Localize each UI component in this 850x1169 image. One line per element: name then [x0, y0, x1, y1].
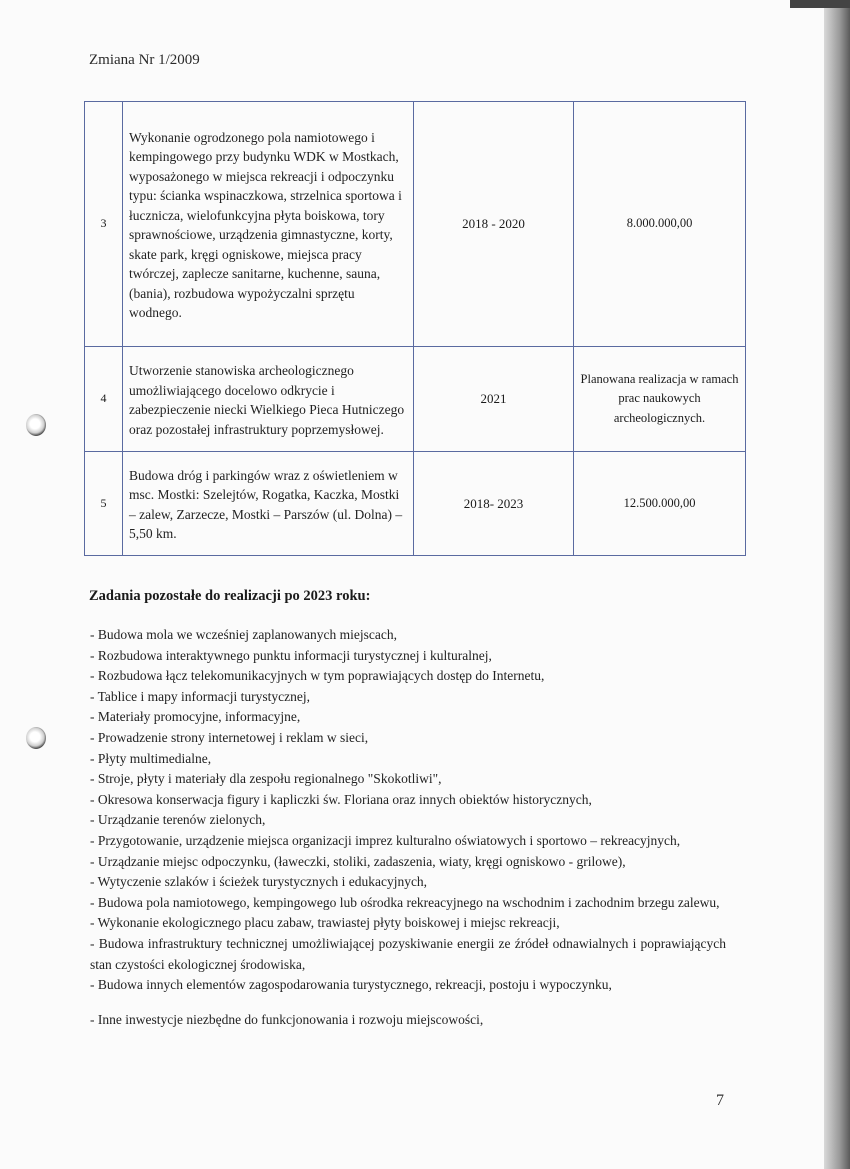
document-header: Zmiana Nr 1/2009: [89, 52, 200, 68]
list-item: - Prowadzenie strony internetowej i reklam w sieci,: [90, 729, 369, 745]
list-item: - Płyty multimedialne,: [90, 750, 212, 766]
list-item: - Budowa infrastruktury technicznej umożliwiającej pozyskiwanie energii ze źródeł odnawialnych i poprawiających stan czystości ekologicznej środowiska,: [90, 935, 726, 972]
row-cost: 12.500.000,00: [574, 452, 746, 556]
row-cost: 8.000.000,00: [574, 102, 746, 347]
list-item: - Materiały promocyjne, informacyjne,: [90, 709, 301, 725]
scan-edge-top: [790, 0, 850, 8]
list-item: - Inne inwestycje niezbędne do funkcjonowania i rozwoju miejscowości,: [90, 1011, 484, 1027]
punch-hole-icon: [26, 727, 46, 749]
list-item: - Stroje, płyty i materiały dla zespołu regionalnego "Skokotliwi",: [90, 771, 442, 787]
row-description: Wykonanie ogrodzonego pola namiotowego i kempingowego przy budynku WDK w Mostkach, wyposażonego w miejsca rekreacji i odpoczynku typu: ścianka wspinaczkowa, strzelnica sportowa i łucznicza, wielofunkcyjna płyta boiskowa, tory sprawnościowe, urządzenia gimnastyczne, korty, skate park, kręgi ogniskowe, miejsca pracy twórczej, zaplecze sanitarne, kuchenne, sauna, (bania), rozbudowa wypożyczalni sprzętu wodnego.: [123, 102, 414, 347]
list-item: - Rozbudowa łącz telekomunikacyjnych w tym poprawiających dostęp do Internetu,: [90, 668, 545, 684]
list-item: - Budowa mola we wcześniej zaplanowanych miejscach,: [90, 627, 398, 642]
list-item: - Rozbudowa interaktywnego punktu informacji turystycznej i kulturalnej,: [90, 647, 492, 663]
list-item: - Wykonanie ekologicznego placu zabaw, trawiastej płyty boiskowej i miejsc rekreacji,: [90, 915, 560, 931]
list-item: - Budowa pola namiotowego, kempingowego lub ośrodka rekreacyjnego na wschodnim i zachodnim brzegu zalewu,: [90, 894, 720, 910]
list-item: - Przygotowanie, urządzenie miejsca organizacji imprez kulturalno oświatowych i sportowo – rekreacyjnych,: [90, 832, 681, 848]
row-description: Utworzenie stanowiska archeologicznego umożliwiającego docelowo odkrycie i zabezpieczenie niecki Wielkiego Pieca Hutniczego oraz pozostałej infrastruktury poprzemysłowej.: [123, 347, 414, 452]
table-row: [85, 452, 746, 556]
list-item: - Wytyczenie szlaków i ścieżek turystycznych i edukacyjnych,: [90, 874, 428, 890]
scan-edge: [824, 0, 850, 1169]
tasks-table: [84, 101, 746, 556]
punch-hole-icon: [26, 414, 46, 436]
row-description: Budowa dróg i parkingów wraz z oświetleniem w msc. Mostki: Szelejtów, Rogatka, Kaczka, Mostki – zalew, Zarzecze, Mostki – Parszów (ul. Dolna) – 5,50 km.: [123, 452, 414, 556]
list-item: - Urządzanie terenów zielonych,: [90, 812, 266, 828]
row-cost: Planowana realizacja w ramach prac naukowych archeologicznych.: [574, 347, 746, 452]
table-row: [85, 347, 746, 452]
row-years: 2018- 2023: [414, 452, 574, 556]
task-list: [90, 625, 726, 1030]
section-title: Zadania pozostałe do realizacji po 2023 roku:: [89, 588, 371, 604]
list-item: - Budowa innych elementów zagospodarowania turystycznego, rekreacji, postoju i wypoczynku,: [90, 977, 612, 993]
row-number: 4: [85, 347, 123, 452]
row-number: 3: [85, 102, 123, 347]
list-item: - Okresowa konserwacja figury i kapliczki św. Floriana oraz innych obiektów historycznych,: [90, 791, 592, 807]
table-row: [85, 102, 746, 347]
list-item: - Urządzanie miejsc odpoczynku, (ławeczki, stoliki, zadaszenia, wiaty, kręgi ogniskowo - grilowe),: [90, 853, 626, 869]
row-years: 2018 - 2020: [414, 102, 574, 347]
list-item: - Tablice i mapy informacji turystycznej,: [90, 688, 310, 704]
row-number: 5: [85, 452, 123, 556]
page-number: 7: [716, 1092, 724, 1109]
row-years: 2021: [414, 347, 574, 452]
